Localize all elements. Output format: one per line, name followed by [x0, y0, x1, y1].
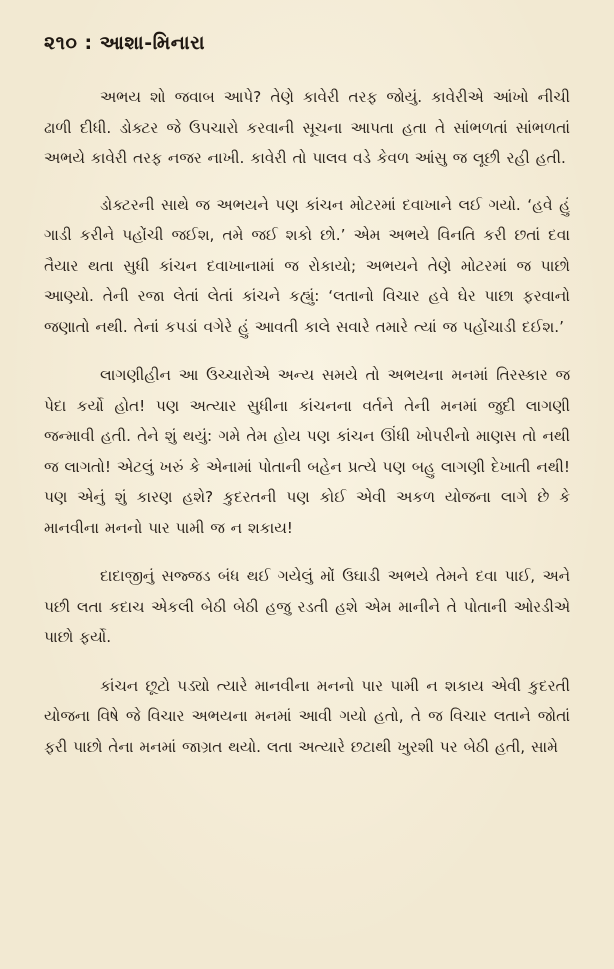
paragraph-1: અભય શો જવાબ આપે? તેણે કાવેરી તરફ જોયું. કાવેરીએ આંખો નીચી ઢાળી દીધી. ડોક્ટર જે ઉપચારો કરવાની સૂચના આપતા હતા તે સાંભળતાં સાંભળતાં અભયે કાવેરી તરફ નજર નાખી. કાવેરી તો પાલવ વડે કેવળ આંસુ જ લૂછી રહી હતી. — [44, 88, 570, 167]
paragraph-2: ડોક્ટરની સાથે જ અભયને પણ કાંચન મોટરમાં દવાખાને લઈ ગયો. ‘હવે હું ગાડી કરીને પહોંચી જઈશ, તમે જઈ શકો છો.’ એમ અભયે વિનતિ કરી છતાં દવા તૈયાર થતા સુધી કાંચન દવાખાનામાં જ રોકાયો; અભયને તેણે મોટરમાં જ પાછો આણ્યો. તેની રજા લેતાં લેતાં કાંચને કહ્યું: ‘લતાનો વિચાર હવે ઘેર પાછા ફરવાનો જણાતો નથી. તેનાં કપડાં વગેરે હું આવતી કાલે સવારે તમારે ત્યાં જ પહોંચાડી દઈશ.’ — [44, 195, 570, 336]
paragraph-5: કાંચન છૂટો પડ્યો ત્યારે માનવીના મનનો પાર પામી ન શકાય એવી કુદરતી યોજના વિષે જે વિચાર અભયના મનમાં આવી ગયો હતો, તે જ વિચાર લતાને જોતાં ફરી પાછો તેના મનમાં જાગ્રત થયો. લતા અત્યારે છટાથી ખુરશી પર બેઠી હતી, સામે — [44, 676, 570, 756]
paragraph-3: લાગણીહીન આ ઉચ્ચારોએ અન્ય સમયે તો અભયના મનમાં તિરસ્કાર જ પેદા કર્યો હોત! પણ અત્યાર સુધીના કાંચનના વર્તને તેની મનમાં જુદી લાગણી જન્માવી હતી. તેને શું થયું: ગમે તેમ હોય પણ કાંચન ઊંધી ખોપરીનો માણસ તો નથી જ લાગતો! એટલું ખરું કે એનામાં પોતાની બહેન પ્રત્યે પણ બહુ લાગણી દેખાતી નથી! પણ એનું શું કારણ હશે? કુદરતની પણ કોઈ એવી અકળ યોજના લાગે છે કે માનવીના મનનો પાર પામી જ ન શકાય! — [44, 366, 570, 537]
paragraph-4: દાદાજીનું સજ્જડ બંધ થઈ ગયેલું મોં ઉઘાડી અભયે તેમને દવા પાઈ, અને પછી લતા કદાચ એકલી બેઠી બેઠી હજુ રડતી હશે એમ માનીને તે પોતાની ઓરડીએ પાછો ફર્યો. — [44, 567, 570, 646]
running-head: ૨૧૦ : આશા-મિનારા — [44, 32, 206, 54]
